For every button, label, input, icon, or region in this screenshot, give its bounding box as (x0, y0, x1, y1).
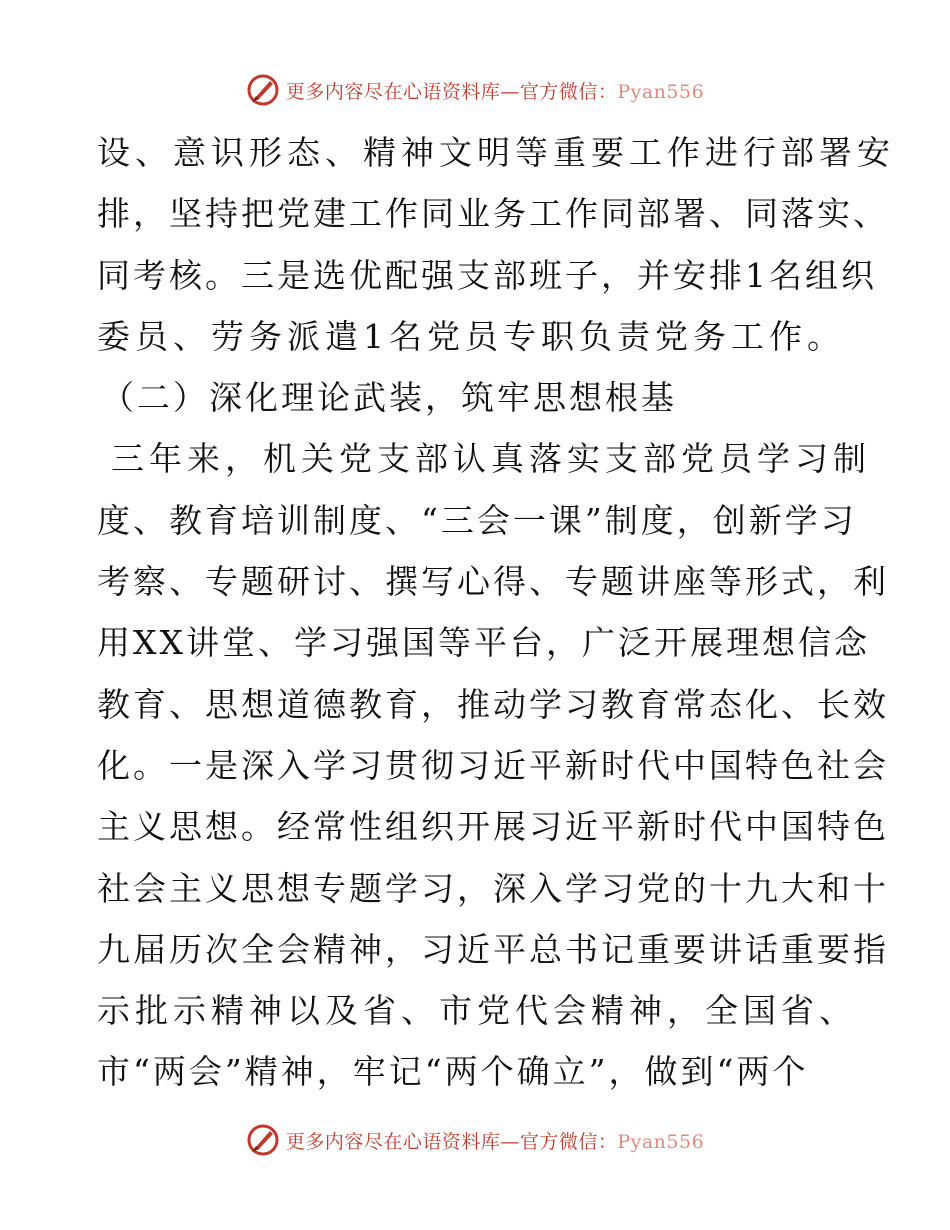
red-quill-logo-icon (246, 73, 280, 107)
text-line: 示批示精神以及省、市党代会精神，全国省、 (97, 991, 857, 1031)
text-line: 市“两会”精神，牢记“两个确立”，做到“两个 (97, 1052, 809, 1092)
header-banner (0, 70, 950, 110)
text-line: 教育、思想道德教育，推动学习教育常态化、长效 (97, 684, 889, 724)
text-line: 化。一是深入学习贯彻习近平新时代中国特色社会 (97, 745, 889, 785)
text-line: 三年来，机关党支部认真落实支部党员学习制 (111, 439, 871, 479)
banner-slogan: 更多内容尽在心语资料库—官方微信： (285, 1130, 618, 1153)
footer-banner (0, 1120, 950, 1160)
text-line: 考察、专题研讨、撰写心得、专题讲座等形式，利 (97, 562, 889, 602)
text-line: 用XX讲堂、学习强国等平台，广泛开展理想信念 (97, 623, 870, 663)
banner-wechat-id: Pyan556 (617, 1130, 705, 1153)
section-heading: （二）深化理论武装，筑牢思想根基 (101, 378, 677, 418)
text-line: 九届历次全会精神，习近平总书记重要讲话重要指 (97, 929, 889, 969)
text-line: 委员、劳务派遣1名党员专职负责党务工作。 (97, 316, 845, 356)
text-line: 度、教育培训制度、“三会一课”制度，创新学习 (97, 500, 857, 540)
header-banner-text (286, 77, 704, 104)
text-line: 排，坚持把党建工作同业务工作同部署、同落实、 (97, 194, 889, 234)
banner-wechat-id: Pyan556 (617, 80, 705, 103)
text-line: 主义思想。经常性组织开展习近平新时代中国特色 (97, 807, 889, 847)
document-body (97, 122, 895, 1103)
banner-slogan: 更多内容尽在心语资料库—官方微信： (285, 80, 618, 103)
text-line: 社会主义思想专题学习，深入学习党的十九大和十 (97, 868, 889, 908)
footer-banner-text (286, 1127, 704, 1154)
text-line: 设、意识形态、精神文明等重要工作进行部署安 (97, 133, 895, 172)
red-quill-logo-icon (246, 1123, 280, 1157)
text-line: 同考核。三是选优配强支部班子，并安排1名组织 (97, 255, 877, 295)
